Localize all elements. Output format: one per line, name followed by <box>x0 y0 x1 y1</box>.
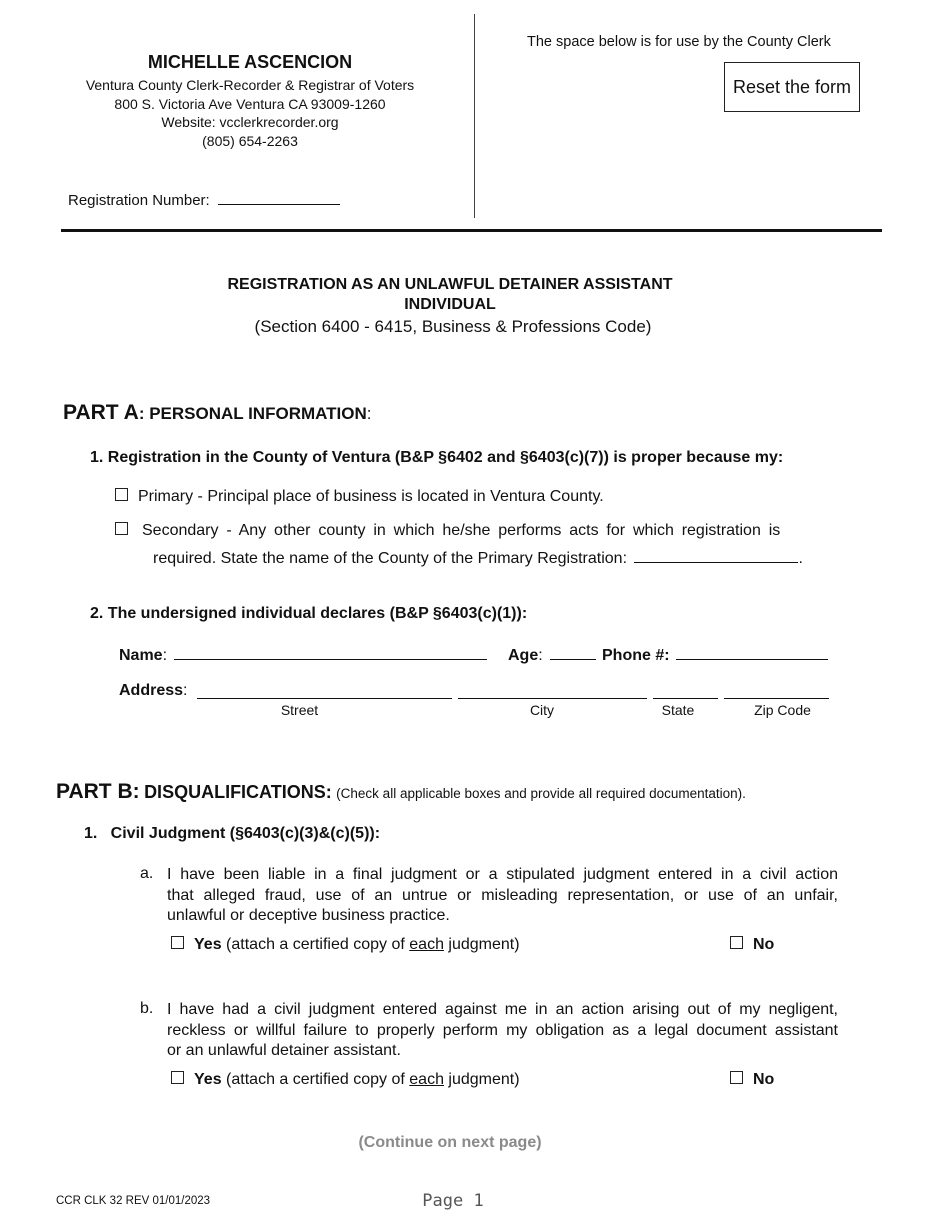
age-field[interactable] <box>550 643 596 660</box>
part-b-heading <box>56 780 746 804</box>
item-b-no-label: No <box>753 1071 775 1088</box>
part-a-label: PART A <box>63 401 139 424</box>
question-registration-proper: 1. Registration in the County of Ventura (B&P §6402 and §6403(c)(7)) is proper because my: <box>90 449 784 466</box>
city-caption: City <box>529 702 555 718</box>
address-row <box>119 682 187 700</box>
header-rule <box>61 229 882 232</box>
item-a-text <box>167 865 838 927</box>
form-code-reference: (Section 6400 - 6415, Business & Professions Code) <box>254 317 652 336</box>
item-b-line3: or an unlawful detainer assistant. <box>167 1042 401 1059</box>
secondary-label-line2: required. State the name of the County of the Primary Registration: <box>153 550 628 567</box>
item-b-yes-note: (attach a certified copy of <box>226 1071 405 1088</box>
form-title: REGISTRATION AS AN UNLAWFUL DETAINER ASSISTANT <box>227 276 673 293</box>
continue-note: (Continue on next page) <box>358 1134 542 1151</box>
item-a-marker: a. <box>140 865 154 882</box>
part-a-colon: : <box>366 404 372 423</box>
state-field[interactable] <box>653 682 718 699</box>
page-number: Page 1 <box>422 1191 484 1211</box>
registration-number-field <box>218 188 340 205</box>
address-colon: : <box>183 682 188 699</box>
primary-option <box>115 488 604 506</box>
item-a-yes-label: Yes <box>194 936 222 953</box>
office-line: Ventura County Clerk-Recorder & Registrar of Voters <box>85 77 415 93</box>
item-b-yes-option <box>171 1071 520 1089</box>
city-field[interactable] <box>458 682 647 699</box>
phone-label: Phone #: <box>602 647 670 664</box>
secondary-period: . <box>798 550 803 567</box>
website-line: Website: vcclerkrecorder.org <box>161 114 339 130</box>
registration-number-label: Registration Number: <box>68 192 210 209</box>
item-a-yes-checkbox[interactable] <box>171 936 184 949</box>
age-colon: : <box>538 647 543 664</box>
name-label: Name <box>119 647 163 664</box>
item-a-line3: unlawful or deceptive business practice. <box>167 907 450 924</box>
item-b-no-option <box>730 1071 774 1089</box>
item-a-no-checkbox[interactable] <box>730 936 743 949</box>
part-b-label: PART B: <box>56 780 140 803</box>
zip-field[interactable] <box>724 682 829 699</box>
item-b-yes-checkbox[interactable] <box>171 1071 184 1084</box>
phone-row <box>602 643 828 665</box>
primary-county-field[interactable] <box>634 546 798 563</box>
item-a-judgment: judgment) <box>448 936 520 953</box>
item-a-yes-note: (attach a certified copy of <box>226 936 405 953</box>
secondary-option <box>115 522 838 540</box>
secondary-label-line1: Secondary - Any other county in which he/she performs acts for which registration is <box>142 522 781 539</box>
item-b-each: each <box>409 1071 444 1088</box>
address-line: 800 S. Victoria Ave Ventura CA 93009-1260 <box>114 95 386 112</box>
phone-field[interactable] <box>676 643 828 660</box>
registration-number <box>68 188 340 209</box>
item-b-text <box>167 1000 838 1062</box>
zip-caption: Zip Code <box>754 702 811 718</box>
item-a-no-option <box>730 936 774 954</box>
secondary-checkbox[interactable] <box>115 522 128 535</box>
clerk-name: MICHELLE ASCENCION <box>147 52 353 72</box>
item-a-no-label: No <box>753 936 775 953</box>
name-field[interactable] <box>174 643 487 660</box>
phone-line: (805) 654-2263 <box>202 132 298 149</box>
state-caption: State <box>661 702 695 718</box>
item-a-line2: that alleged fraud, use of an untrue or misleading representation, or use of an unfair, <box>167 886 838 904</box>
item-b-yes-label: Yes <box>194 1071 222 1088</box>
primary-checkbox[interactable] <box>115 488 128 501</box>
header-divider-vertical <box>474 14 475 218</box>
clerk-use-note: The space below is for use by the County Clerk <box>527 34 831 50</box>
part-a-heading <box>63 401 372 425</box>
street-caption: Street <box>280 702 319 718</box>
age-row <box>508 643 596 665</box>
item-a-yes-option <box>171 936 520 954</box>
form-subtitle: INDIVIDUAL <box>404 296 496 313</box>
item-b-line1: I have had a civil judgment entered against me in an action arising out of my negligent, <box>167 1001 838 1018</box>
part-b-title: DISQUALIFICATIONS: <box>144 782 332 802</box>
item-b-marker: b. <box>140 1000 154 1017</box>
primary-label: Primary - Principal place of business is located in Ventura County. <box>138 488 604 505</box>
item-b-judgment: judgment) <box>448 1071 520 1088</box>
part-b-note: (Check all applicable boxes and provide all required documentation). <box>336 786 746 801</box>
item-b-line2: reckless or willful failure to properly perform my obligation as a legal document assistant <box>167 1021 838 1039</box>
age-label: Age <box>508 647 539 664</box>
reset-form-button[interactable]: Reset the form <box>724 62 860 112</box>
item-a-line1: I have been liable in a final judgment or a stipulated judgment entered in a civil action <box>167 866 838 883</box>
item-a-each: each <box>409 936 444 953</box>
part-a-title: : PERSONAL INFORMATION <box>138 404 367 423</box>
name-row <box>119 643 487 665</box>
name-colon: : <box>162 647 168 664</box>
secondary-line2 <box>153 546 803 568</box>
question-individual-declares: 2. The undersigned individual declares (B&P §6403(c)(1)): <box>90 605 528 622</box>
address-label: Address <box>119 682 184 699</box>
form-id: CCR CLK 32 REV 01/01/2023 <box>56 1195 211 1207</box>
street-field[interactable] <box>197 682 452 699</box>
item-b-no-checkbox[interactable] <box>730 1071 743 1084</box>
question-civil-judgment: 1. Civil Judgment (§6403(c)(3)&(c)(5)): <box>84 825 381 842</box>
clerk-contact <box>40 76 460 150</box>
